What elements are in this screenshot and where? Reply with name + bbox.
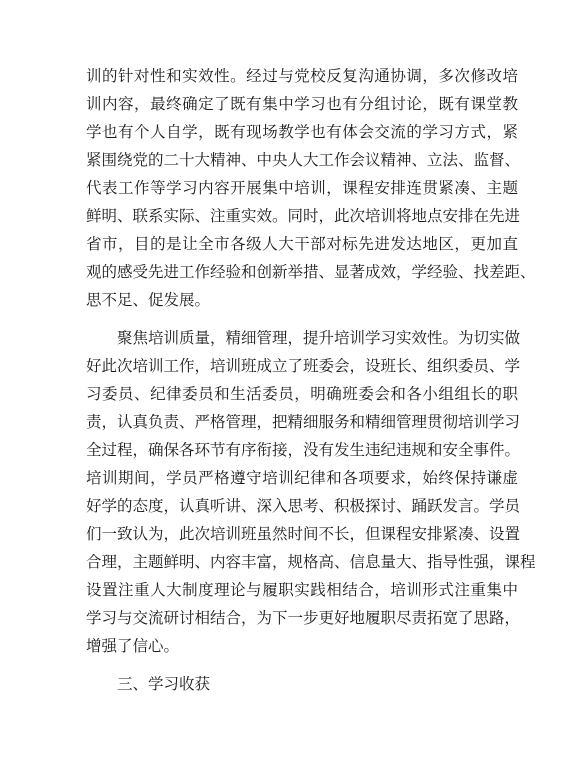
text-line: 培训期间，学员严格遵守培训纪律和各项要求，始终保持谦虚 xyxy=(86,469,518,487)
text-line: 们一致认为，此次培训班虽然时间不长，但课程安排紧凑、设置 xyxy=(86,525,521,543)
text-line: 紧围绕党的二十大精神、中央人大工作会议精神、立法、监督、 xyxy=(86,151,521,169)
text-line: 设置注重人大制度理论与履职实践相结合，培训形式注重集中 xyxy=(86,581,518,599)
text-line: 训的针对性和实效性。经过与党校反复沟通协调，多次修改培 xyxy=(86,67,518,85)
section-heading: 三、学习收获 xyxy=(117,675,211,693)
paragraph-training-quality xyxy=(86,324,536,660)
text-line: 学习与交流研讨相结合，为下一步更好地履职尽责拓宽了思路， xyxy=(86,609,521,627)
document-page xyxy=(86,62,536,698)
text-line: 代表工作等学习内容开展集中培训，课程安排连贯紧凑、主题 xyxy=(86,179,518,197)
text-line: 聚焦培训质量，精细管理，提升培训学习实效性。为切实做 xyxy=(117,329,521,347)
text-line: 学也有个人自学，既有现场教学也有体会交流的学习方式，紧 xyxy=(86,123,518,141)
text-line: 训内容，最终确定了既有集中学习也有分组讨论，既有课堂教 xyxy=(86,95,518,113)
text-line: 观的感受先进工作经验和创新举措、显著成效，学经验、找差距、 xyxy=(86,263,536,281)
text-line: 思不足、促发展。 xyxy=(86,291,211,309)
text-line: 鲜明、联系实际、注重实效。同时，此次培训将地点安排在先进 xyxy=(86,207,521,225)
paragraph-training-content xyxy=(86,62,536,314)
text-line: 好学的态度，认真听讲、深入思考、积极探讨、踊跃发言。学员 xyxy=(86,497,521,515)
text-line: 责，认真负责、严格管理，把精细服务和精细管理贯彻培训学习 xyxy=(86,413,521,431)
text-line: 好此次培训工作，培训班成立了班委会，设班长、组织委员、学 xyxy=(86,357,521,375)
text-line: 省市，目的是让全市各级人大干部对标先进发达地区，更加直 xyxy=(86,235,518,253)
text-line: 增强了信心。 xyxy=(86,637,180,655)
text-line: 全过程，确保各环节有序衔接，没有发生违纪违规和安全事件。 xyxy=(86,441,521,459)
text-line: 习委员、纪律委员和生活委员，明确班委会和各小组组长的职 xyxy=(86,385,518,403)
text-line: 合理，主题鲜明、内容丰富，规格高、信息量大、指导性强，课程 xyxy=(86,553,536,571)
